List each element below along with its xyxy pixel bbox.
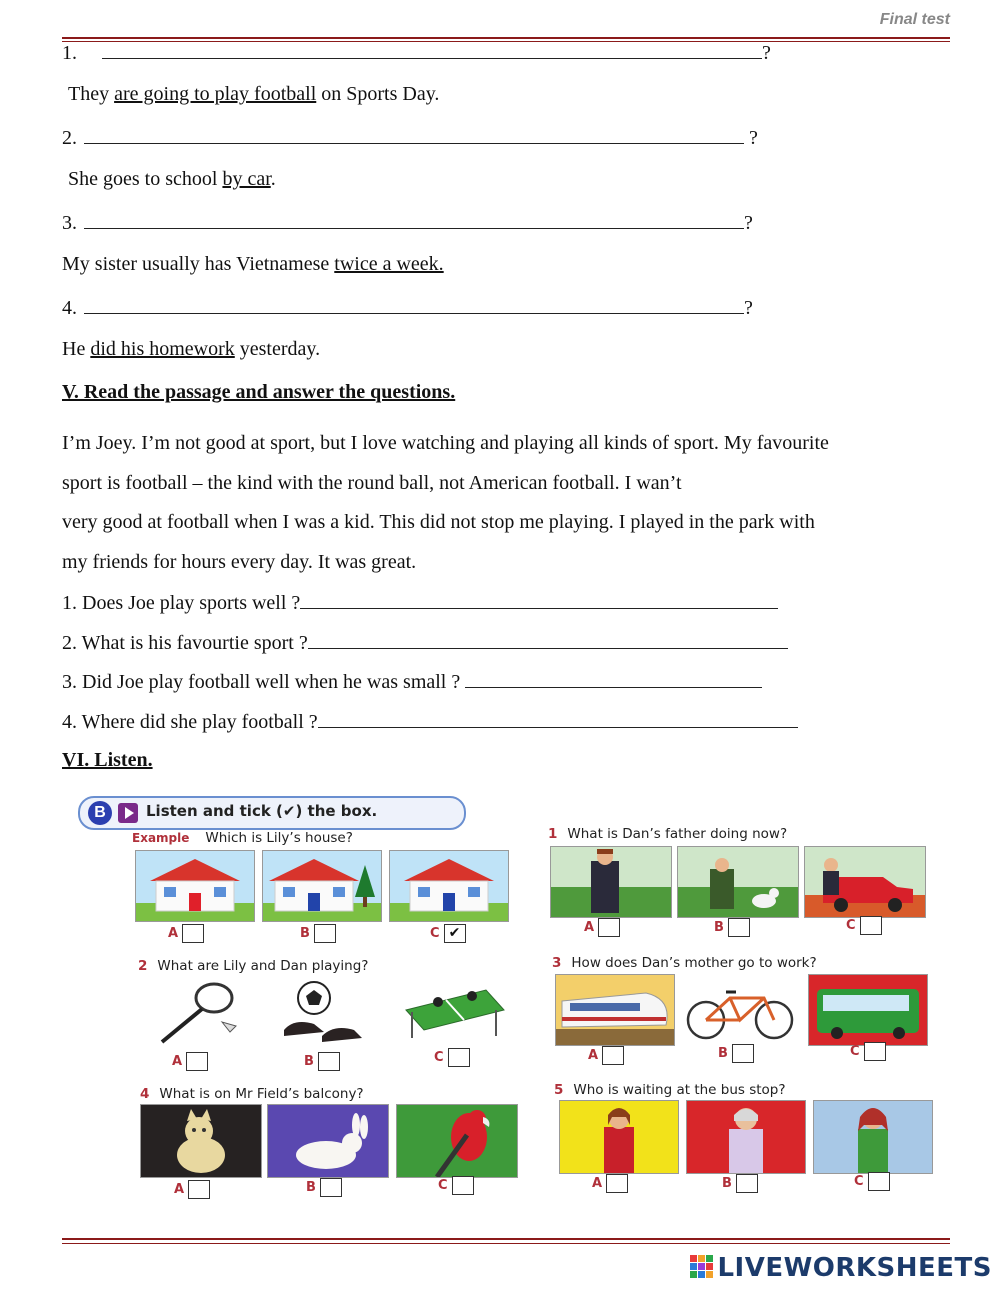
woman-green-coat-picture: [813, 1100, 933, 1174]
father-car-picture: [804, 846, 926, 918]
question-text: 1. Does Joe play sports well ?: [62, 592, 301, 614]
reading-question-2: [62, 630, 788, 655]
tick-box[interactable]: [868, 1172, 890, 1191]
option-letter: B: [714, 920, 724, 935]
answer-text: My sister usually has Vietnamese: [62, 253, 335, 275]
option-letter: B: [718, 1046, 728, 1061]
example-question: [132, 830, 353, 846]
question-number: 4.: [62, 297, 77, 319]
question-text: What is Dan’s father doing now?: [567, 826, 788, 842]
tick-box[interactable]: [860, 916, 882, 935]
question-1: [548, 826, 787, 842]
instruction-banner: [78, 796, 466, 830]
header-rule: [62, 37, 950, 39]
parrot-picture: [396, 1104, 518, 1178]
question-text: Who is waiting at the bus stop?: [573, 1082, 786, 1098]
rabbit-picture: [267, 1104, 389, 1178]
liveworksheets-icon: [690, 1255, 714, 1279]
question-text: 4. Where did she play football ?: [62, 711, 318, 733]
section-6-heading: VI. Listen.: [62, 749, 153, 771]
question-4-option-c: [438, 1176, 474, 1195]
question-3: [552, 955, 817, 971]
question-5-option-c: [854, 1172, 890, 1191]
question-3-option-c: [850, 1042, 886, 1061]
question-line-4: [62, 295, 753, 320]
option-letter: C: [434, 1050, 444, 1065]
tick-box[interactable]: [188, 1180, 210, 1199]
question-mark: ?: [749, 127, 758, 149]
footer-rule: [62, 1238, 950, 1240]
tick-box-checked[interactable]: ✔: [444, 924, 466, 943]
answer-sentence-2: [68, 167, 276, 191]
instruction-text: Listen and tick (✔) the box.: [146, 802, 378, 820]
passage-line: very good at football when I was a kid. This did not stop me playing. I played in the park with: [62, 511, 815, 533]
passage-line: my friends for hours every day. It was great.: [62, 550, 417, 573]
question-2-option-a: [172, 1052, 208, 1071]
question-1-option-b: [714, 918, 750, 937]
section-5-heading: V. Read the passage and answer the questions.: [62, 381, 456, 403]
tick-box[interactable]: [318, 1052, 340, 1071]
answer-blank[interactable]: [102, 40, 762, 59]
house-red-door-picture: [135, 850, 255, 922]
tick-box[interactable]: [732, 1044, 754, 1063]
question-text: What are Lily and Dan playing?: [157, 958, 369, 974]
option-letter: B: [306, 1180, 316, 1195]
example-option-b: [300, 924, 336, 943]
question-4: [140, 1086, 364, 1102]
question-mark: ?: [762, 42, 771, 64]
option-letter: A: [172, 1054, 183, 1069]
tick-box[interactable]: [602, 1046, 624, 1065]
bus-picture: [808, 974, 928, 1046]
question-line-3: [62, 210, 753, 235]
answer-sentence-3: [62, 252, 444, 276]
question-mark: ?: [744, 297, 753, 319]
answer-text: yesterday.: [234, 338, 321, 360]
option-letter: A: [168, 926, 179, 941]
question-1-option-a: [584, 918, 620, 937]
option-letter: A: [584, 920, 595, 935]
tick-box[interactable]: [320, 1178, 342, 1197]
football-boots-icon: [272, 980, 372, 1050]
underlined-phrase: are going to play football: [114, 83, 317, 105]
question-2-option-b: [304, 1052, 340, 1071]
tick-box[interactable]: [448, 1048, 470, 1067]
option-letter: C: [854, 1174, 864, 1189]
option-letter: A: [592, 1176, 603, 1191]
question-2: [138, 958, 368, 974]
house-blue-door-picture: [389, 850, 509, 922]
answer-text: He: [62, 338, 91, 360]
answer-blank[interactable]: [308, 630, 788, 649]
passage-line: I’m Joey. I’m not good at sport, but I love watching and playing all kinds of sport. My favourite: [62, 432, 829, 454]
question-5: [554, 1082, 786, 1098]
question-text: How does Dan’s mother go to work?: [571, 955, 817, 971]
example-label: Example: [132, 831, 190, 845]
question-number: 5: [554, 1082, 564, 1098]
question-5-option-b: [722, 1174, 758, 1193]
play-icon[interactable]: [118, 803, 138, 823]
question-number: 2: [138, 958, 148, 974]
tick-box[interactable]: [864, 1042, 886, 1061]
listening-exercise-panel: [62, 790, 942, 1202]
house-blue-door-tree-picture: [262, 850, 382, 922]
cat-picture: [140, 1104, 262, 1178]
example-option-a: [168, 924, 204, 943]
reading-passage: [62, 424, 952, 582]
question-4-option-a: [174, 1180, 210, 1199]
question-3-option-b: [718, 1044, 754, 1063]
reading-question-1: [62, 590, 778, 615]
answer-text: She goes to school: [68, 168, 223, 190]
underlined-phrase: did his homework: [90, 338, 235, 360]
option-letter: C: [846, 918, 856, 933]
question-line-2: [62, 125, 758, 150]
option-letter: B: [722, 1176, 732, 1191]
question-number: 2.: [62, 127, 77, 149]
option-letter: C: [850, 1044, 860, 1059]
question-number: 4: [140, 1086, 150, 1102]
question-text: 2. What is his favourtie sport ?: [62, 632, 308, 654]
part-letter-badge: B: [88, 801, 112, 825]
underlined-phrase: by car: [222, 168, 271, 190]
question-text: 3. Did Joe play football well when he was small ?: [62, 671, 461, 693]
liveworksheets-logo[interactable]: [690, 1253, 992, 1283]
question-5-option-a: [592, 1174, 628, 1193]
father-dog-picture: [677, 846, 799, 918]
train-picture: [555, 974, 675, 1046]
answer-text: .: [270, 168, 276, 190]
question-number: 1: [548, 826, 558, 842]
tick-box[interactable]: [736, 1174, 758, 1193]
badminton-racket-icon: [152, 980, 242, 1050]
tick-box[interactable]: [728, 918, 750, 937]
answer-blank[interactable]: [318, 709, 798, 728]
reading-question-4: [62, 709, 798, 734]
answer-sentence-4: [62, 337, 320, 361]
page-header-title: Final test: [879, 11, 950, 28]
question-number: 3: [552, 955, 562, 971]
bicycle-icon: [680, 978, 800, 1044]
answer-blank[interactable]: [84, 210, 744, 229]
question-mark: ?: [744, 212, 753, 234]
reading-question-3: [62, 669, 762, 694]
example-option-c: [430, 924, 466, 943]
question-text: What is on Mr Field’s balcony?: [159, 1086, 364, 1102]
answer-blank[interactable]: [465, 669, 762, 688]
option-letter: B: [304, 1054, 314, 1069]
footer-rule-thin: [62, 1243, 950, 1244]
father-phone-picture: [550, 846, 672, 918]
option-letter: B: [300, 926, 310, 941]
question-text: Which is Lily’s house?: [205, 830, 353, 846]
underlined-phrase: twice a week.: [334, 253, 444, 275]
answer-blank[interactable]: [300, 590, 778, 609]
woman-red-coat-picture: [559, 1100, 679, 1174]
question-4-option-b: [306, 1178, 342, 1197]
tick-box[interactable]: [452, 1176, 474, 1195]
answer-blank[interactable]: [84, 125, 744, 144]
tick-box[interactable]: [606, 1174, 628, 1193]
question-1-option-c: [846, 916, 882, 935]
tick-box[interactable]: [186, 1052, 208, 1071]
question-number: 3.: [62, 212, 77, 234]
option-letter: C: [430, 926, 440, 941]
answer-text: They: [68, 83, 115, 105]
logo-text: LIVEWORKSHEETS: [717, 1253, 992, 1283]
answer-blank[interactable]: [84, 295, 744, 314]
tick-box[interactable]: [314, 924, 336, 943]
question-line-1: [62, 40, 771, 65]
tick-box[interactable]: [182, 924, 204, 943]
option-letter: C: [438, 1178, 448, 1193]
table-tennis-table-icon: [396, 980, 508, 1046]
answer-text: on Sports Day.: [316, 83, 440, 105]
question-number: 1.: [62, 42, 77, 64]
tick-box[interactable]: [598, 918, 620, 937]
option-letter: A: [588, 1048, 599, 1063]
grandmother-picture: [686, 1100, 806, 1174]
question-3-option-a: [588, 1046, 624, 1065]
answer-sentence-1: [68, 82, 439, 106]
question-2-option-c: [434, 1048, 470, 1067]
passage-line: sport is football – the kind with the round ball, not American football. I wan’t: [62, 471, 682, 494]
option-letter: A: [174, 1182, 185, 1197]
